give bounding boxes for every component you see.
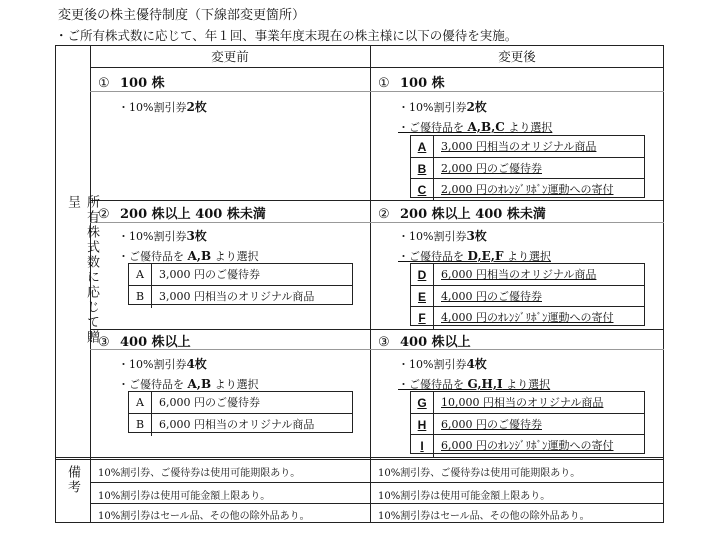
section-2-header-after: ② 200 株以上 400 株未満 [378, 207, 546, 222]
note-before-3: 10%割引券はセール品、その他の除外品あり。 [98, 511, 310, 522]
section-number: ① [378, 76, 390, 91]
section-divider-2 [90, 329, 664, 330]
option-row: B 6,000 円相当のオリジナル商品 [129, 413, 352, 436]
option-row: C 2,000 円のｵﾚﾝｼﾞﾘﾎﾞﾝ運動への寄付 [411, 178, 644, 201]
note-after-1: 10%割引券、ご優待券は使用可能期限あり。 [378, 468, 581, 479]
note-after-2: 10%割引券は使用可能金額上限あり。 [378, 491, 551, 502]
options-table [410, 135, 645, 198]
option-row: F 4,000 円のｵﾚﾝｼﾞﾘﾎﾞﾝ運動への寄付 [411, 306, 644, 329]
section-3-header-before: ③ 400 株以上 [98, 335, 191, 350]
option-row: H 6,000 円のご優待券 [411, 413, 644, 436]
select-line: ・ご優待品を A,B,C より選択 [398, 120, 553, 134]
select-line: ・ご優待品を G,H,I より選択 [398, 377, 551, 391]
section-3-header-after: ③ 400 株以上 [378, 335, 471, 350]
intro-text: ・ご所有株式数に応じて、年１回、事業年度末現在の株主様に以下の優待を実施。 [55, 28, 518, 43]
option-row: A 3,000 円相当のオリジナル商品 [411, 136, 644, 158]
options-table [410, 263, 645, 326]
notes-divider [55, 457, 664, 460]
option-row: I 6,000 円のｵﾚﾝｼﾞﾘﾎﾞﾝ運動への寄付 [411, 434, 644, 457]
option-row: B 3,000 円相当のオリジナル商品 [129, 285, 352, 308]
coupon-line: ・10%割引券4枚 [398, 357, 487, 371]
page-title: 変更後の株主優待制度（下線部変更箇所） [58, 8, 306, 23]
select-line: ・ご優待品を A,B より選択 [118, 249, 259, 263]
section-1-header-line [90, 91, 664, 92]
section-1-header-after [378, 72, 445, 91]
before-after-divider [370, 45, 371, 523]
option-row: A 6,000 円のご優待券 [129, 392, 352, 414]
column-header-before: 変更前 [211, 49, 249, 64]
section-1-header-before [98, 72, 165, 91]
option-row: D 6,000 円相当のオリジナル商品 [411, 264, 644, 286]
option-row: B 2,000 円のご優待券 [411, 157, 644, 180]
row-label: 所有株式数に応じて贈呈 [65, 195, 99, 345]
options-table [410, 391, 645, 454]
coupon-line: ・10%割引券2枚 [398, 100, 487, 114]
note-before-2: 10%割引券は使用可能金額上限あり。 [98, 491, 271, 502]
notes-row-divider-2 [90, 503, 664, 504]
coupon-line: ・10%割引券3枚 [118, 229, 207, 243]
option-row: A 3,000 円のご優待券 [129, 264, 352, 286]
section-label: 100 株 [120, 76, 165, 91]
options-table [128, 263, 353, 305]
header-divider [90, 67, 664, 68]
option-row: E 4,000 円のご優待券 [411, 285, 644, 308]
section-2-header-line [90, 222, 664, 223]
note-before-1: 10%割引券、ご優待券は使用可能期限あり。 [98, 468, 301, 479]
option-row: G 10,000 円相当のオリジナル商品 [411, 392, 644, 414]
select-line: ・ご優待品を D,E,F より選択 [398, 249, 551, 263]
notes-row-divider-1 [90, 482, 664, 483]
notes-label: 備考 [65, 465, 80, 495]
coupon-line: ・10%割引券4枚 [118, 357, 207, 371]
select-line: ・ご優待品を A,B より選択 [118, 377, 259, 391]
section-2-header-before: ② 200 株以上 400 株未満 [98, 207, 266, 222]
note-after-3: 10%割引券はセール品、その他の除外品あり。 [378, 511, 590, 522]
section-label: 100 株 [400, 76, 445, 91]
coupon-line: ・10%割引券2枚 [118, 100, 207, 114]
section-number: ① [98, 76, 110, 91]
coupon-line: ・10%割引券3枚 [398, 229, 487, 243]
options-table [128, 391, 353, 433]
column-header-after: 変更後 [498, 49, 536, 64]
